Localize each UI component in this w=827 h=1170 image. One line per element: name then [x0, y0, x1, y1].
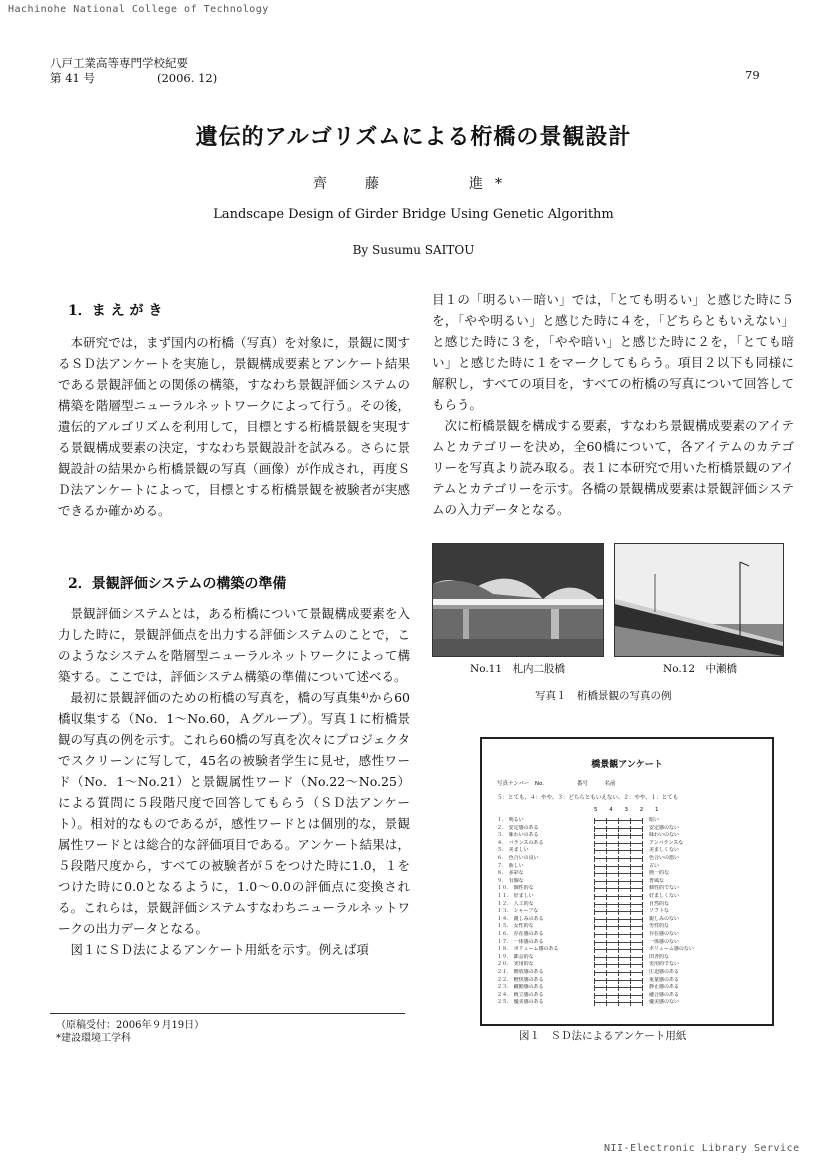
questionnaire-row-scale — [594, 888, 642, 889]
section-2-heading: 2．景観評価システムの構築の準備 — [68, 576, 287, 592]
questionnaire-row — [497, 916, 762, 924]
paper-title-en: Landscape Design of Girder Bridge Using Genetic Algorithm — [213, 207, 614, 222]
right-paragraph-2: 次に桁橋景観を構成する要素，すなわち景観構成要素のアイテムとカテゴリーを決め，全60橋について，各アイテムのカテゴリーを写真より読み取る。表１に本研究で用いた桁橋景観のアイテムとカテゴリーを示す。各橋の景観構成要素は景観評価システムの入力データとなる。 — [432, 418, 794, 517]
questionnaire-row-scale — [594, 934, 642, 935]
questionnaire-row-right-word: 重量感のある — [649, 976, 680, 983]
questionnaire-row-left-word: ８. 多彩な — [497, 870, 524, 877]
questionnaire-scale-numbers: 5 4 3 2 1 — [594, 807, 664, 813]
author-jp: 齊 藤 進* — [313, 176, 514, 192]
questionnaire-row-right-word: 親しみのない — [649, 915, 680, 922]
questionnaire-row-scale — [594, 828, 642, 829]
questionnaire-row-left-word: ２１. 開放感のある — [497, 969, 544, 975]
questionnaire-row-left-word: ２０. 実用的な — [497, 961, 534, 968]
figure-1-caption: 図１ ＳＤ法によるアンケート用紙 — [519, 1030, 687, 1042]
questionnaire-row-left-word: ２３. 躍動感のある — [497, 984, 544, 991]
questionnaire-row-right-word: 融合感のある — [649, 991, 680, 998]
questionnaire-row — [497, 825, 762, 833]
section-2-paragraph-1: 景観評価システムとは，ある桁橋について景観構成要素を入力した時に，景観評価点を出力する評価システムのことで，このようなシステムを階層型ニューラルネットワークによって構築する。ここでは，評価システム構築の準備について述べる。 — [58, 606, 410, 684]
questionnaire-row-scale — [594, 881, 642, 882]
questionnaire-row — [497, 961, 762, 969]
journal-date: (2006. 12) — [157, 71, 218, 85]
questionnaire-row-right-word: 実用的でない — [649, 961, 680, 968]
page-number: 79 — [745, 68, 760, 82]
questionnaire-meta: 写真ナンバー No. 番号 名前 — [497, 781, 616, 787]
questionnaire-row-right-word: 画一的な — [649, 870, 670, 877]
journal-name: 八戸工業高等専門学校紀要 — [50, 56, 188, 70]
section-2 — [58, 573, 410, 960]
questionnaire-row-scale — [594, 949, 642, 950]
section-1 — [58, 300, 410, 521]
photo-caption-sarunai: No.11 札内二股橋 — [470, 663, 566, 675]
right-column-text — [432, 289, 794, 520]
questionnaire-row-scale — [594, 904, 642, 905]
questionnaire-row-left-word: ２５. 優美感のある — [497, 999, 544, 1006]
questionnaire-row-scale — [594, 987, 642, 988]
questionnaire-row-right-word: ボリューム感のない — [649, 946, 694, 953]
questionnaire-row — [497, 847, 762, 855]
questionnaire-row — [497, 939, 762, 947]
questionnaire-row — [497, 870, 762, 878]
questionnaire-row-left-word: １１. 好ましい — [497, 893, 534, 899]
section-2-paragraph-3: 図１にＳＤ法によるアンケート用紙を示す。例えば項 — [70, 942, 369, 957]
questionnaire-row-right-word: 自然的な — [649, 900, 670, 907]
footnote-received: （原稿受付：2006年９月19日） — [56, 1020, 205, 1031]
questionnaire-row-right-word: 安定感のない — [649, 824, 680, 831]
questionnaire-row-right-word: ソフトな — [649, 908, 670, 915]
questionnaire-row-right-word: 美ましくない — [649, 847, 680, 854]
questionnaire-row — [497, 999, 762, 1007]
questionnaire-row-left-word: ２４. 統立感のある — [497, 991, 544, 998]
questionnaire-row — [497, 885, 762, 893]
questionnaire-row — [497, 817, 762, 825]
questionnaire-row-right-word: 男性的な — [649, 923, 670, 930]
questionnaire-row-left-word: ６. 色合いの良い — [497, 855, 539, 861]
questionnaire-row-scale — [594, 964, 642, 965]
questionnaire-row — [497, 992, 762, 1000]
questionnaire-row-scale — [594, 972, 642, 973]
questionnaire-row-scale — [594, 858, 642, 859]
questionnaire-row-right-word: 暗い — [649, 817, 660, 823]
questionnaire-row — [497, 832, 762, 840]
questionnaire-row-right-word: 色合いの悪い — [649, 855, 680, 861]
questionnaire-row-left-word: ７. 新しい — [497, 862, 524, 869]
questionnaire-row-scale — [594, 942, 642, 943]
questionnaire-row-scale — [594, 1002, 642, 1003]
questionnaire-figure — [480, 737, 774, 1026]
questionnaire-row-right-word: 静止感のある — [649, 984, 680, 991]
questionnaire-row-right-word: 一体感のない — [649, 938, 680, 945]
questionnaire-row-left-word: １２. 人工的な — [497, 900, 534, 907]
questionnaire-row — [497, 863, 762, 871]
questionnaire-title: 橋景観アンケート — [591, 760, 663, 770]
questionnaire-row-scale — [594, 911, 642, 912]
questionnaire-row-scale — [594, 873, 642, 874]
section-1-text: 本研究では，まず国内の桁橋（写真）を対象に，景観に関するＳＤ法アンケートを実施し，景観構成要素とアンケート結果である景観評価との関係の構築，すなわち景観評価システムの構築を階層型ニューラルネットワークによって行う。その後，遺伝的アルゴリズムを利用して，目標とする桁橋景観を実現する景観構成要素の決定，すなわち景観設計を試みる。さらに景観設計の結果から桁橋景観の写真（画像）が作成され，再度ＳＤ法アンケートによって，目標とする桁橋景観を被験者が実感できるか確かめる。 — [58, 335, 410, 518]
watermark-bottom: NII-Electronic Library Service — [604, 1143, 800, 1154]
questionnaire-row-left-word: １３. シャープな — [497, 908, 539, 915]
questionnaire-row-left-word: １７. 一体感のある — [497, 938, 544, 945]
questionnaire-row-scale — [594, 896, 642, 897]
questionnaire-row-scale — [594, 820, 642, 821]
questionnaire-row-left-word: ５. 美ましい — [497, 847, 529, 854]
questionnaire-row-left-word: １８. ボリューム感のある — [497, 946, 559, 953]
paper-title-jp: 遺伝的アルゴリズムによる桁橋の景観設計 — [195, 124, 632, 150]
questionnaire-row-left-word: ２２. 軽快感のある — [497, 976, 544, 983]
questionnaire-row-right-word: アンバランスな — [649, 839, 684, 846]
questionnaire-row-left-word: ３. 味わいのある — [497, 832, 539, 839]
questionnaire-row-left-word: １. 明るい — [497, 817, 524, 823]
watermark-top: Hachinohe National College of Technology — [8, 4, 269, 15]
questionnaire-row-right-word: 個性的でない — [649, 885, 680, 892]
questionnaire-row — [497, 878, 762, 886]
questionnaire-row — [497, 931, 762, 939]
questionnaire-row-right-word: 古い — [649, 862, 660, 869]
questionnaire-row — [497, 946, 762, 954]
bridge-photo-nakase — [614, 543, 784, 657]
questionnaire-row — [497, 977, 762, 985]
questionnaire-row-scale — [594, 980, 642, 981]
questionnaire-row-right-word: 田舎的な — [649, 953, 670, 960]
photo-group-caption: 写真１ 桁橋景観の写真の例 — [535, 690, 672, 702]
questionnaire-row-left-word: ９. 有個な — [497, 877, 524, 884]
questionnaire-row — [497, 908, 762, 916]
questionnaire-row-right-word: 好ましくない — [649, 893, 680, 899]
questionnaire-row-right-word: 圧迫感のある — [649, 969, 680, 975]
questionnaire-row-scale — [594, 995, 642, 996]
questionnaire-row — [497, 954, 762, 962]
footnote-rule — [50, 1013, 405, 1014]
questionnaire-row-scale — [594, 850, 642, 851]
questionnaire-row-left-word: ４. バランスのある — [497, 839, 544, 846]
questionnaire-row-left-word: １０. 個性的な — [497, 885, 534, 892]
questionnaire-row-scale — [594, 926, 642, 927]
author-en: By Susumu SAITOU — [352, 243, 475, 257]
questionnaire-row — [497, 923, 762, 931]
questionnaire-scale: ５：とても、４：やや、３：どちらともいえない、２：やや、１：とても — [497, 795, 679, 801]
questionnaire-row-left-word: １９. 都会的な — [497, 953, 534, 960]
section-2-paragraph-2: 最初に景観評価のための桁橋の写真を，橋の写真集⁴⁾から60橋収集する（No．1～No.60，Ａグループ）。写真１に桁橋景観の写真の例を示す。これら60橋の写真を次々にプロジェクタでスクリーンに写して，45名の被験者学生に見せ，感性ワード（No．1～No.21）と景観属性ワード（No.22～No.25）による質問に５段階尺度で回答してもらう（ＳＤ法アンケート）。相対的なものであるが，感性ワードとは個別的な，景観属性ワードとは総合的な評価項目である。アンケート結果は，５段階尺度から，すべての被験者が５をつけた時に1.0，１をつけた時に0.0となるように，1.0～0.0の評価点に変換される。これらは，景観評価システムすなわちニューラルネットワークの出力データとなる。 — [58, 690, 410, 936]
section-1-heading: 1．ま え が き — [68, 303, 163, 319]
questionnaire-row-scale — [594, 919, 642, 920]
questionnaire-row-scale — [594, 866, 642, 867]
questionnaire-row — [497, 984, 762, 992]
questionnaire-row-left-word: １６. 存在感のある — [497, 931, 544, 937]
questionnaire-row-scale — [594, 957, 642, 958]
questionnaire-row-left-word: １５. 女性的な — [497, 923, 534, 930]
questionnaire-row-scale — [594, 835, 642, 836]
questionnaire-row-right-word: 存在感のない — [649, 931, 680, 937]
questionnaire-row-scale — [594, 843, 642, 844]
questionnaire-row — [497, 893, 762, 901]
questionnaire-row-right-word: 優美感のない — [649, 999, 680, 1006]
journal-volume: 第 41 号 — [50, 71, 95, 85]
questionnaire-row-left-word: ２. 安定感のある — [497, 824, 539, 831]
questionnaire-row-right-word: 普風な — [649, 877, 665, 884]
right-paragraph-1: 目１の「明るい－暗い」では，「とても明るい」と感じた時に５を，「やや明るい」と感じた時に４を，「どちらともいえない」と感じた時に３を，「やや暗い」と感じた時に２を，「とても暗い」と感じた時に１をマークしてもらう。項目２以下も同様に解釈し，すべての項目を，すべての桁橋の写真について回答してもらう。 — [432, 292, 794, 412]
photo-caption-nakase: No.12 中瀬橋 — [663, 663, 738, 675]
questionnaire-row — [497, 969, 762, 977]
questionnaire-row — [497, 840, 762, 848]
bridge-photo-sarunai — [432, 543, 604, 657]
questionnaire-row-left-word: １４. 親しみのある — [497, 915, 544, 922]
questionnaire-row — [497, 901, 762, 909]
footnote-affiliation: *建設環境工学科 — [56, 1033, 131, 1044]
questionnaire-row-right-word: 味わいのない — [649, 832, 680, 839]
questionnaire-row — [497, 855, 762, 863]
